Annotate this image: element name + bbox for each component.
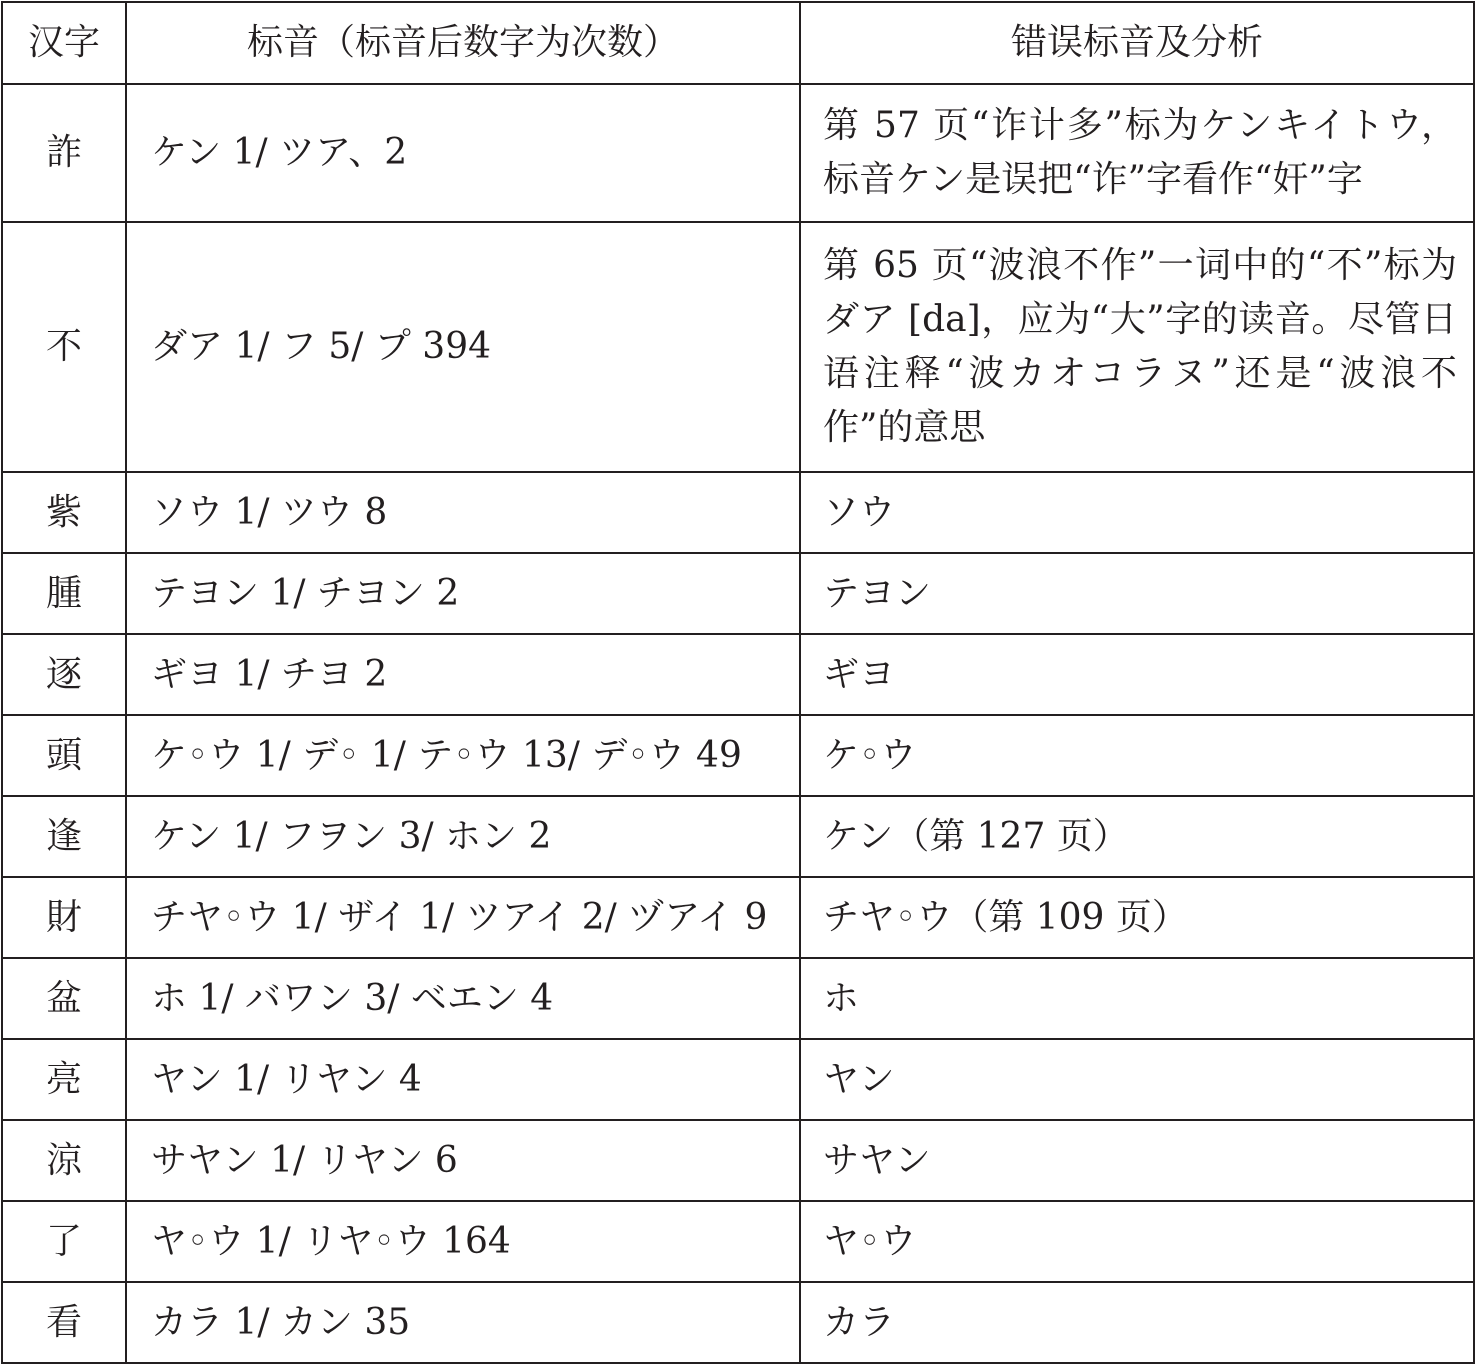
table-row [2, 84, 1474, 222]
cell-char: 紫 [2, 472, 126, 553]
cell-analysis: テヨン [800, 553, 1474, 634]
cell-char: 逢 [2, 796, 126, 877]
header-reading: 标音（标音后数字为次数） [126, 2, 800, 84]
cell-char: 財 [2, 877, 126, 958]
table-row [2, 796, 1474, 877]
cell-reading: チヤ◦ウ 1/ ザイ 1/ ツアイ 2/ ヅアイ 9 [126, 877, 800, 958]
cell-analysis: ヤン [800, 1039, 1474, 1120]
table-row [2, 1039, 1474, 1120]
cell-reading: ヤン 1/ リヤン 4 [126, 1039, 800, 1120]
cell-char: 盆 [2, 958, 126, 1039]
table-row [2, 553, 1474, 634]
cell-reading: ケン 1/ ツア、2 [126, 84, 800, 222]
cell-analysis: ホ [800, 958, 1474, 1039]
cell-analysis: ソウ [800, 472, 1474, 553]
cell-char: 頭 [2, 715, 126, 796]
header-char: 汉字 [2, 2, 126, 84]
cell-analysis: ケ◦ウ [800, 715, 1474, 796]
cell-analysis: ギヨ [800, 634, 1474, 715]
cell-char: 看 [2, 1282, 126, 1363]
cell-analysis: ケン（第 127 页） [800, 796, 1474, 877]
table-row [2, 877, 1474, 958]
cell-reading: ケ◦ウ 1/ デ◦ 1/ テ◦ウ 13/ デ◦ウ 49 [126, 715, 800, 796]
table-row [2, 1282, 1474, 1363]
cell-char: 不 [2, 222, 126, 472]
cell-char: 詐 [2, 84, 126, 222]
cell-analysis: サヤン [800, 1120, 1474, 1201]
table-row [2, 1120, 1474, 1201]
cell-analysis: ヤ◦ウ [800, 1201, 1474, 1282]
cell-reading: サヤン 1/ リヤン 6 [126, 1120, 800, 1201]
cell-analysis: 第 65 页“波浪不作”一词中的“不”标为ダア [da]，应为“大”字的读音。尽管日语注释“波カオコラヌ”还是“波浪不作”的意思 [800, 222, 1474, 472]
table-row [2, 715, 1474, 796]
cell-analysis: カラ [800, 1282, 1474, 1363]
cell-reading: ホ 1/ バワン 3/ ベエン 4 [126, 958, 800, 1039]
table-row [2, 958, 1474, 1039]
cell-analysis: 第 57 页“诈计多”标为ケンキイトウ，标音ケン是误把“诈”字看作“奸”字 [800, 84, 1474, 222]
cell-reading: ケン 1/ フヲン 3/ ホン 2 [126, 796, 800, 877]
cell-reading: ダア 1/ フ 5/ プ 394 [126, 222, 800, 472]
table-row [2, 222, 1474, 472]
cell-reading: ヤ◦ウ 1/ リヤ◦ウ 164 [126, 1201, 800, 1282]
cell-reading: テヨン 1/ チヨン 2 [126, 553, 800, 634]
cell-reading: ソウ 1/ ツウ 8 [126, 472, 800, 553]
cell-reading: ギヨ 1/ チヨ 2 [126, 634, 800, 715]
header-row [2, 2, 1474, 84]
cell-char: 涼 [2, 1120, 126, 1201]
cell-reading: カラ 1/ カン 35 [126, 1282, 800, 1363]
cell-analysis: チヤ◦ウ（第 109 页） [800, 877, 1474, 958]
cell-char: 逐 [2, 634, 126, 715]
cell-char: 了 [2, 1201, 126, 1282]
table-row [2, 472, 1474, 553]
table-row [2, 634, 1474, 715]
cell-char: 腫 [2, 553, 126, 634]
reading-table-container [1, 1, 1473, 1364]
header-analysis: 错误标音及分析 [800, 2, 1474, 84]
table-row [2, 1201, 1474, 1282]
cell-char: 亮 [2, 1039, 126, 1120]
reading-table [1, 1, 1475, 1364]
